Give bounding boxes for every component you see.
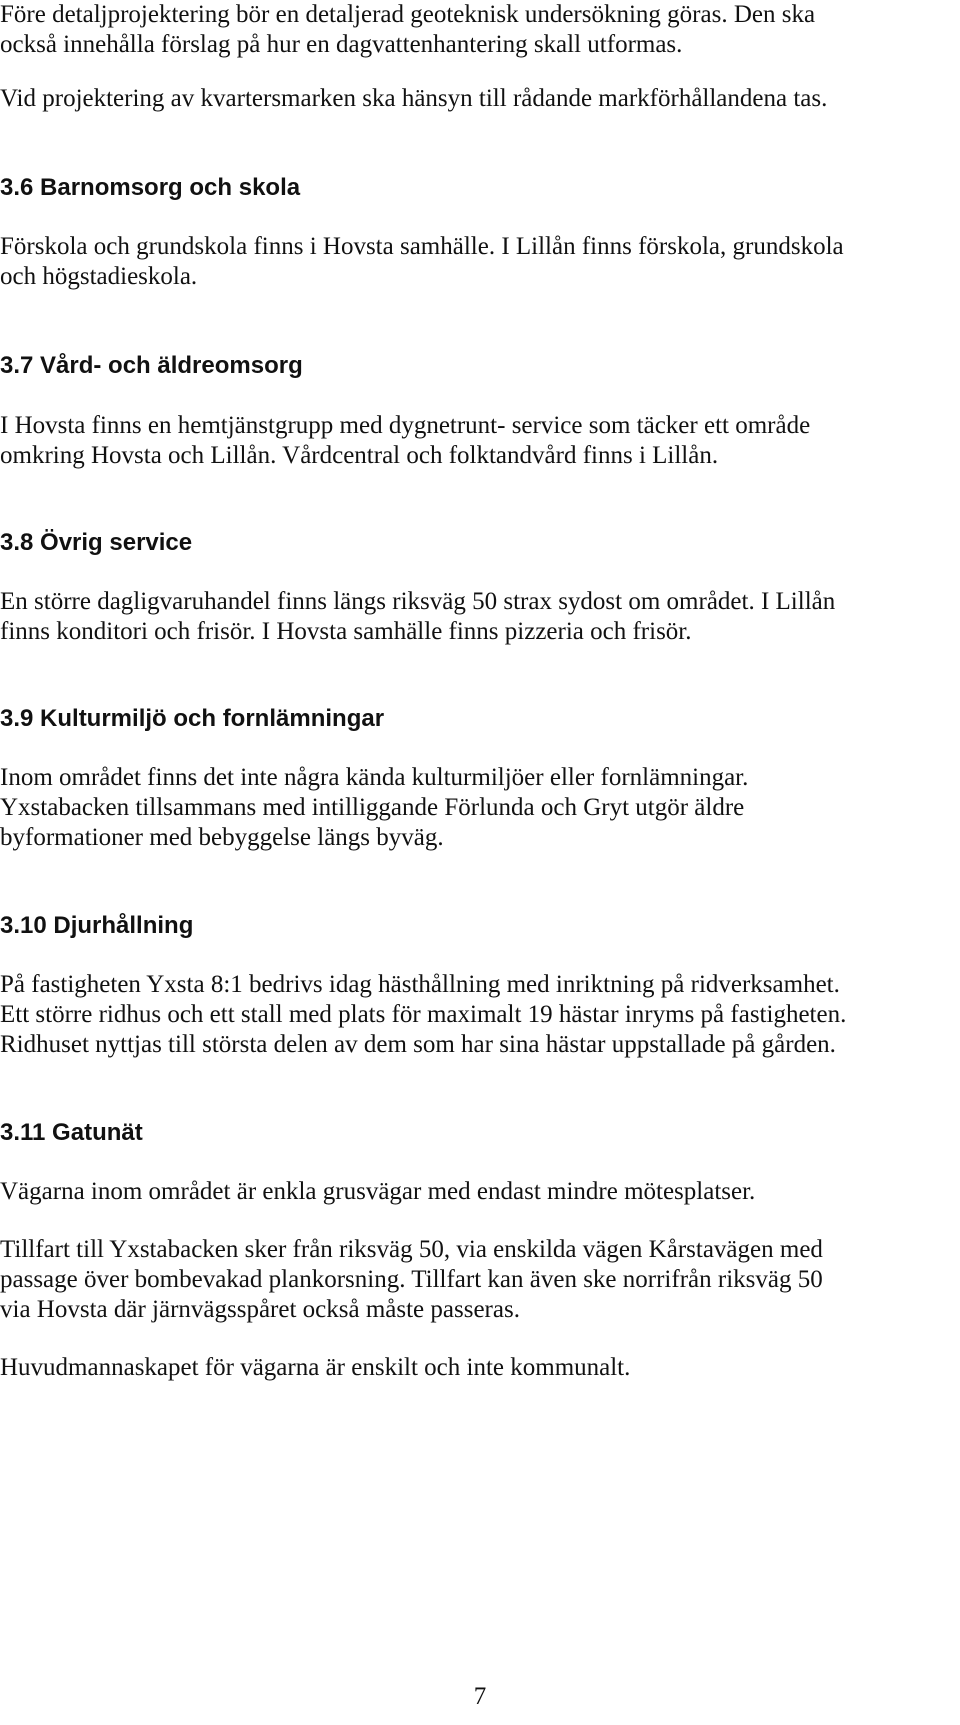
section-heading-3-6: 3.6 Barnomsorg och skola	[0, 174, 301, 201]
section-3-11-paragraph-1: Vägarna inom området är enkla grusvägar med endast mindre mötesplatser.	[0, 1178, 756, 1205]
section-3-6-paragraph: Förskola och grundskola finns i Hovsta samhälle. I Lillån finns förskola, grundskola och högstadieskola.	[0, 233, 844, 291]
section-heading-3-7: 3.7 Vård- och äldreomsorg	[0, 352, 303, 379]
section-heading-3-10: 3.10 Djurhållning	[0, 912, 194, 939]
page-number: 7	[473, 1683, 487, 1710]
intro-paragraph-2: Vid projektering av kvartersmarken ska hänsyn till rådande markförhållandena tas.	[0, 85, 828, 112]
section-3-10-paragraph: På fastigheten Yxsta 8:1 bedrivs idag hästhållning med inriktning på ridverksamhet. Ett större ridhus och ett stall med plats för maximalt 19 hästar inryms på fastigheten. Ridhuset nyttjas till största delen av dem som har sina hästar uppstallade på gården.	[0, 971, 847, 1059]
section-3-11-paragraph-2: Tillfart till Yxstabacken sker från riksväg 50, via enskilda vägen Kårstavägen med passage över bombevakad plankorsning. Tillfart kan även ske norrifrån riksväg 50 via Hovsta där järnvägsspåret också måste passeras.	[0, 1236, 823, 1324]
section-heading-3-11: 3.11 Gatunät	[0, 1119, 143, 1146]
intro-paragraph-1: Före detaljprojektering bör en detaljerad geoteknisk undersökning göras. Den ska också innehålla förslag på hur en dagvattenhantering skall utformas.	[0, 1, 816, 59]
section-3-9-paragraph: Inom området finns det inte några kända kulturmiljöer eller fornlämningar. Yxstabacken tillsammans med intilliggande Förlunda och Gryt utgör äldre byformationer med bebyggelse längs byväg.	[0, 764, 749, 852]
section-3-7-paragraph: I Hovsta finns en hemtjänstgrupp med dygnetrunt- service som täcker ett område omkring Hovsta och Lillån. Vårdcentral och folktandvård finns i Lillån.	[0, 412, 811, 470]
section-3-8-paragraph: En större dagligvaruhandel finns längs riksväg 50 strax sydost om området. I Lillån finns konditori och frisör. I Hovsta samhälle finns pizzeria och frisör.	[0, 588, 836, 646]
section-heading-3-8: 3.8 Övrig service	[0, 529, 193, 556]
section-heading-3-9: 3.9 Kulturmiljö och fornlämningar	[0, 705, 385, 732]
section-3-11-paragraph-3: Huvudmannaskapet för vägarna är enskilt och inte kommunalt.	[0, 1354, 631, 1381]
